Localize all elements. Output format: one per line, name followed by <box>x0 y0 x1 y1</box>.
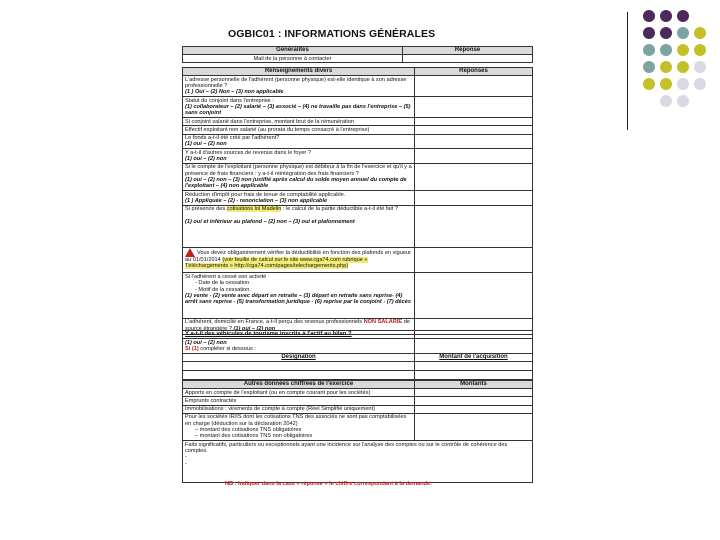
madelin-text-post: : le calcul de la partie déductible a-t-il été fait ? <box>281 206 399 213</box>
immobilisations-value[interactable] <box>415 405 533 413</box>
renseignement-row <box>183 163 533 190</box>
decorative-dot <box>660 10 672 22</box>
generalites-table <box>182 46 533 63</box>
document-page <box>170 16 530 508</box>
renseignement-question-text: L'adresse personnelle de l'adhérent (personne physique) est-elle identique à son adresse professionnelle ? <box>185 76 407 89</box>
renseignement-question-text: Y a-t-il d'autres sources de revenus dans le foyer ? <box>185 149 311 156</box>
renseignement-question <box>183 118 415 126</box>
renseignement-question-text: Si le compte de l'exploitant (personne physique) est débiteur à la fin de l'exercice et qu'il y a présence de frais financiers : y a-t-il réintégration des frais financiers ? <box>185 164 412 177</box>
decorative-dot <box>677 10 689 22</box>
renseignement-question-text: Statut du conjoint dans l'entreprise : <box>185 97 274 104</box>
decorative-dot <box>694 44 706 56</box>
decorative-dot <box>660 27 672 39</box>
faits-significatifs-cell[interactable] <box>183 441 533 483</box>
decorative-dot <box>660 95 672 107</box>
madelin-text-pre: Si présence des <box>185 206 227 213</box>
non-salarie-text-post: de source étrangère ? <box>185 319 410 332</box>
autres-donnees-table <box>182 380 533 483</box>
designation-header: Désignation <box>183 353 415 361</box>
renseignement-row <box>183 149 533 164</box>
vehicules-answer-options: (1) oui – (2) non <box>185 339 227 346</box>
decorative-dot <box>677 61 689 73</box>
montant-acquisition-header: Montant de l'acquisition <box>415 353 533 361</box>
decorative-dot <box>677 78 689 90</box>
renseignement-answer-cell[interactable] <box>415 97 533 118</box>
decorative-dot <box>677 95 689 107</box>
autres-donnees-header: Autres données chiffrées de l'exercice <box>183 381 415 389</box>
decorative-dot <box>643 10 655 22</box>
tns-obligatoires-item: – montant des cotisations TNS obligatoires <box>195 426 302 433</box>
immobilisations-label: Immobilisations : virements de compte à compte (Réel Simplifié uniquement) <box>183 405 415 413</box>
renseignements-table <box>182 67 533 335</box>
renseignement-row <box>183 134 533 149</box>
reponse-header: Réponse <box>403 47 533 55</box>
cessation-answer-options: (1) vente - (2) vente avec départ en retraite – (3) départ en retraite sans reprise- (4) arrêt sans reprise - (5) transformation juridique - (6) reprise par le conjoint - (7) décès <box>185 292 411 306</box>
apports-label: Apports en compte de l'exploitant (ou en compte courant pour les sociétés) <box>183 389 415 397</box>
renseignement-answer-options: (1 ) Oui – (2) Non – (3) non applicable <box>185 89 284 96</box>
madelin-question-cell <box>183 205 415 247</box>
warning-link-highlight[interactable]: (voir feuille de calcul sur le site www.cga74.com rubrique « Téléchargements » http://cga74.com/pages/telechargements.php) <box>185 256 368 270</box>
renseignement-answer-cell[interactable] <box>415 118 533 126</box>
vehicules-spacer <box>415 331 533 339</box>
montants-header: Montants <box>415 381 533 389</box>
faits-dash-1: - <box>185 454 187 461</box>
renseignement-row <box>183 118 533 126</box>
faits-significatifs-text: Faits significatifs, particuliers ou exceptionnels ayant une incidence sur l'analyse des comptes ou sur le contrôle de cohérence des comptes. <box>185 441 508 454</box>
generalites-header: Généralités <box>183 47 403 55</box>
page-title: OGBIC01 : INFORMATIONS GÉNÉRALES <box>228 28 436 40</box>
vehicules-question: Y a-t-il des véhicules de tourisme inscrits à l'actif au bilan ? <box>183 331 415 339</box>
vehicules-answer-cell <box>183 339 415 354</box>
decorative-dot <box>677 44 689 56</box>
renseignement-question <box>183 134 415 149</box>
decorative-dot <box>643 61 655 73</box>
warning-text: Vous devez obligatoirement vérifier la déductibilité en fonction des plafonds en vigueur au 01/01/2014 <box>185 249 411 263</box>
renseignement-answer-options: (1 ) Appliquée – (2) - renonciation – (3) non applicable <box>185 197 328 204</box>
non-salarie-text-pre: L'adhérent, domicilié en France, a-t-il perçu des revenus professionnels <box>185 319 364 326</box>
madelin-highlight: cotisations loi Madelin <box>226 206 282 213</box>
decorative-vertical-line <box>627 12 628 130</box>
madelin-answer-cell[interactable] <box>415 205 533 247</box>
renseignement-answer-options: (1) oui – (2) non <box>185 141 227 148</box>
mail-contact-value[interactable] <box>403 55 533 63</box>
renseignement-question-text: Le fonds a-t-il été créé par l'adhérent? <box>185 134 280 141</box>
renseignement-row <box>183 126 533 134</box>
tns-text: Pour les sociétés IR/IS dont les cotisations TNS des associés ne sont pas comptabilisées en charge (déduction sur la déclaration 2042) <box>185 414 407 427</box>
vehicules-si-red: Si (1) <box>185 345 199 352</box>
cessation-answer-cell[interactable] <box>415 273 533 319</box>
madelin-answer-options: (1) oui et inférieur au plafond – (2) non – (3) oui et plafonnement <box>185 218 355 225</box>
tns-value[interactable] <box>415 413 533 440</box>
decorative-dot-grid <box>643 10 720 130</box>
tns-non-obligatoires-item: – montant des cotisations TNS non obligatoires <box>195 433 313 440</box>
renseignement-question <box>183 163 415 190</box>
decorative-dot <box>643 78 655 90</box>
non-salarie-answer-options: (1) oui – (2) non <box>233 325 276 332</box>
decorative-dot <box>643 44 655 56</box>
renseignement-row <box>183 191 533 206</box>
decorative-dot <box>694 78 706 90</box>
renseignement-answer-cell[interactable] <box>415 191 533 206</box>
non-salarie-red-text: NON SALARIE <box>363 319 403 326</box>
cessation-motif-item: - Motif de la cessation <box>195 286 250 293</box>
nb-footnote: NB : Indiquer dans la case « réponse » le chiffre correspondant à la demande. <box>225 481 432 487</box>
renseignement-question-text: Réduction d'impôt pour frais de tenue de comptabilité applicable. <box>185 191 346 198</box>
renseignement-answer-cell[interactable] <box>415 76 533 97</box>
renseignement-answer-cell[interactable] <box>415 134 533 149</box>
renseignement-question <box>183 97 415 118</box>
decorative-dot <box>694 27 706 39</box>
renseignement-question <box>183 191 415 206</box>
renseignement-answer-options: (1) oui – (2) non – (3) non justifié après calcul du solde moyen annuel du compte de l'exploitant – (4) non applicable <box>185 176 407 190</box>
renseignement-answer-cell[interactable] <box>415 126 533 134</box>
renseignement-row <box>183 97 533 118</box>
renseignements-header: Renseignements divers <box>183 68 415 76</box>
vehicule-amount-1[interactable] <box>415 361 533 370</box>
vehicule-row-1[interactable] <box>183 361 415 370</box>
vehicule-amount-2[interactable] <box>415 370 533 379</box>
reponses-header: Réponses <box>415 68 533 76</box>
renseignement-question <box>183 126 415 134</box>
warning-icon <box>185 248 195 257</box>
renseignement-row <box>183 76 533 97</box>
renseignement-answer-cell[interactable] <box>415 163 533 190</box>
emprunts-value[interactable] <box>415 397 533 405</box>
decorative-dot <box>694 61 706 73</box>
renseignement-question <box>183 76 415 97</box>
decorative-dot <box>660 44 672 56</box>
tns-cell <box>183 413 415 440</box>
decorative-dot <box>643 27 655 39</box>
emprunts-label: Emprunts contractés <box>183 397 415 405</box>
decorative-dot <box>660 78 672 90</box>
faits-dash-2: - <box>185 460 187 467</box>
decorative-dot <box>677 27 689 39</box>
mail-contact-label: Mail de la personne à contacter <box>183 55 403 63</box>
cessation-cell <box>183 273 415 319</box>
cessation-date-item: - Date de la cessation <box>195 280 250 287</box>
renseignement-answer-cell[interactable] <box>415 149 533 164</box>
apports-value[interactable] <box>415 389 533 397</box>
renseignement-answer-options: (1) oui – (2) non <box>185 155 227 162</box>
decorative-dot <box>660 61 672 73</box>
warning-cell <box>183 247 415 273</box>
renseignement-question <box>183 149 415 164</box>
renseignement-question-text: Si conjoint salarié dans l'entreprise, montant brut de la rémunération <box>185 118 354 125</box>
vehicule-row-2[interactable] <box>183 370 415 379</box>
cessation-title: Si l'adhérent a cessé son activité <box>185 273 267 280</box>
vehicules-si-text: compléter si dessous : <box>198 345 256 352</box>
vehicules-answer-input[interactable] <box>415 339 533 354</box>
renseignement-answer-options: (1) collaborateur – (2) salarié – (3) associé – (4) ne travaille pas dans l'entreprise – (5) sans conjoint <box>185 103 411 117</box>
warning-answer-cell[interactable] <box>415 247 533 273</box>
renseignement-question-text: Effectif exploitant non salarié (au prorata du temps consacré à l'entreprise) <box>185 126 370 133</box>
